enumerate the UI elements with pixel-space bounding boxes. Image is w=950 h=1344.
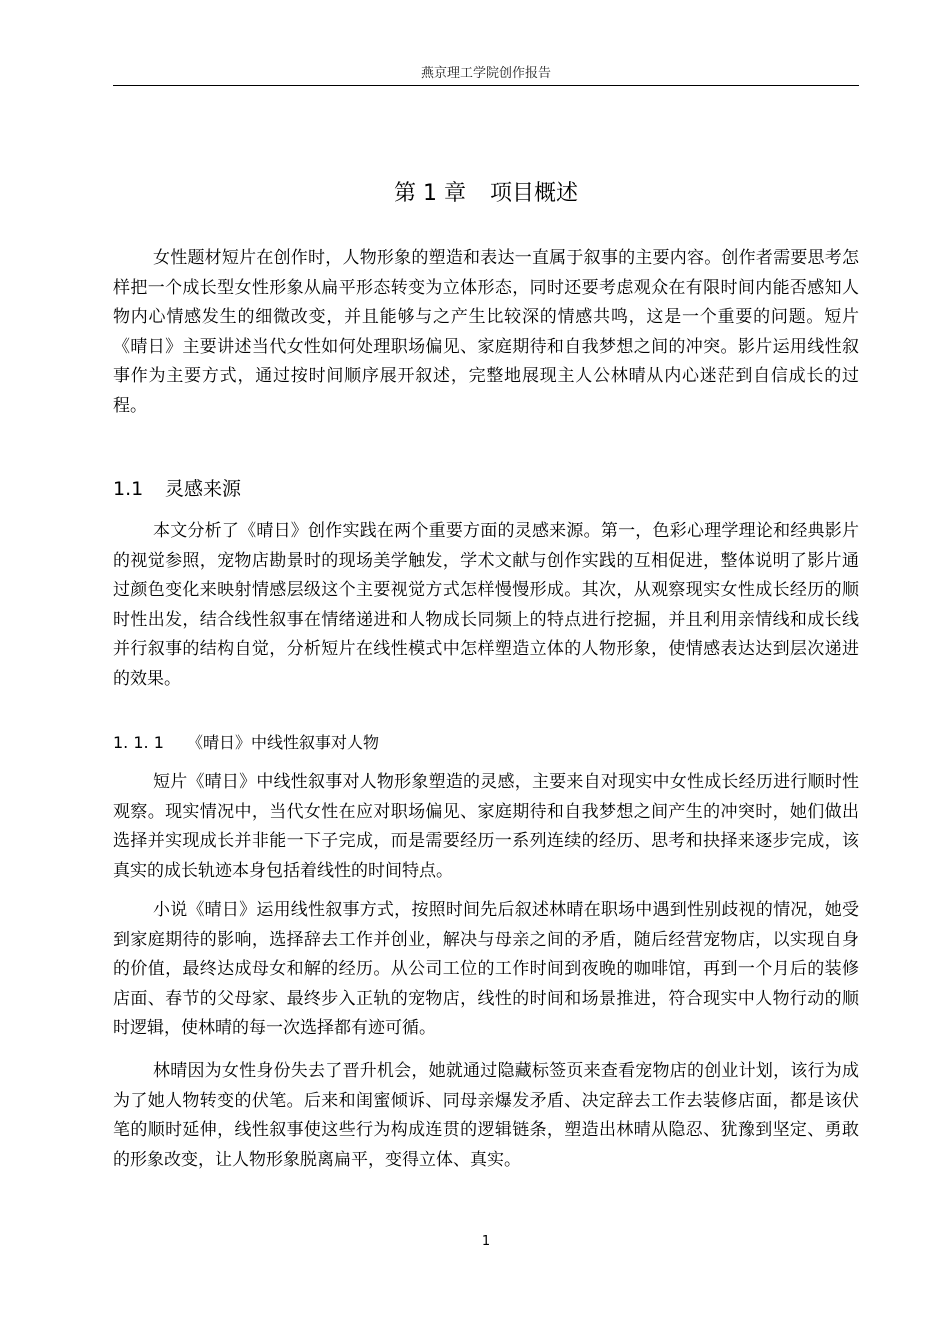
header-divider xyxy=(113,85,859,86)
subsection-number: 1. 1. 1 xyxy=(113,733,164,752)
subsection-title: 《晴日》中线性叙事对人物 xyxy=(187,733,380,752)
body-paragraph: 短片《晴日》中线性叙事对人物形象塑造的灵感，主要来自对现实中女性成长经历进行顺时性观察。现实情况中，当代女性在应对职场偏见、家庭期待和自我梦想之间产生的冲突时，她们做出选择并实现成长并非能一下子完成，而是需要经历一系列连续的经历、思考和抉择来逐步完成，该真实的成长轨迹本身包括着线性的时间特点。 xyxy=(113,772,859,881)
section-heading-1-1 xyxy=(113,475,241,503)
page-number: 1 xyxy=(481,1234,491,1249)
body-paragraph: 小说《晴日》运用线性叙事方式，按照时间先后叙述林晴在职场中遇到性别歧视的情况，她受到家庭期待的影响，选择辞去工作并创业，解决与母亲之间的矛盾，随后经营宠物店，以实现自身的价值，最终达成母女和解的经历。从公司工位的工作时间到夜晚的咖啡馆，再到一个月后的装修店面、春节的父母家、最终步入正轨的宠物店，线性的时间和场景推进，符合现实中人物行动的顺时逻辑，使林晴的每一次选择都有迹可循。 xyxy=(113,900,859,1038)
chapter-title: 项目概述 xyxy=(489,181,578,206)
subsection-heading-1-1-1 xyxy=(113,730,379,756)
section-title: 灵感来源 xyxy=(165,478,242,500)
section-number: 1.1 xyxy=(113,478,144,500)
chapter-number: 第 1 章 xyxy=(394,181,466,206)
body-paragraph: 林晴因为女性身份失去了晋升机会，她就通过隐藏标签页来查看宠物店的创业计划，该行为成为了她人物转变的伏笔。后来和闺蜜倾诉、同母亲爆发矛盾、决定辞去工作去装修店面，都是该伏笔的顺时延伸，线性叙事使这些行为构成连贯的逻辑链条，塑造出林晴从隐忍、犹豫到坚定、勇敢的形象改变，让人物形象脱离扁平，变得立体、真实。 xyxy=(113,1061,859,1170)
section-1-1-paragraph: 本文分析了《晴日》创作实践在两个重要方面的灵感来源。第一，色彩心理学理论和经典影片的视觉参照，宠物店勘景时的现场美学触发，学术文献与创作实践的互相促进，整体说明了影片通过颜色变化来映射情感层级这个主要视觉方式怎样慢慢形成。其次，从观察现实女性成长经历的顺时性出发，结合线性叙事在情绪递进和人物成长同频上的特点进行挖掘，并且利用亲情线和成长线并行叙事的结构自觉，分析短片在线性模式中怎样塑造立体的人物形象，使情感表达达到层次递进的效果。 xyxy=(113,521,859,689)
chapter-intro-paragraph: 女性题材短片在创作时，人物形象的塑造和表达一直属于叙事的主要内容。创作者需要思考怎样把一个成长型女性形象从扁平形态转变为立体形态，同时还要考虑观众在有限时间内能否感知人物内心情感发生的细微改变，并且能够与之产生比较深的情感共鸣，这是一个重要的问题。短片《晴日》主要讲述当代女性如何处理职场偏见、家庭期待和自我梦想之间的冲突。影片运用线性叙事作为主要方式，通过按时间顺序展开叙述，完整地展现主人公林晴从内心迷茫到自信成长的过程。 xyxy=(113,248,859,416)
running-header: 燕京理工学院创作报告 xyxy=(420,66,551,81)
chapter-heading xyxy=(113,180,859,208)
